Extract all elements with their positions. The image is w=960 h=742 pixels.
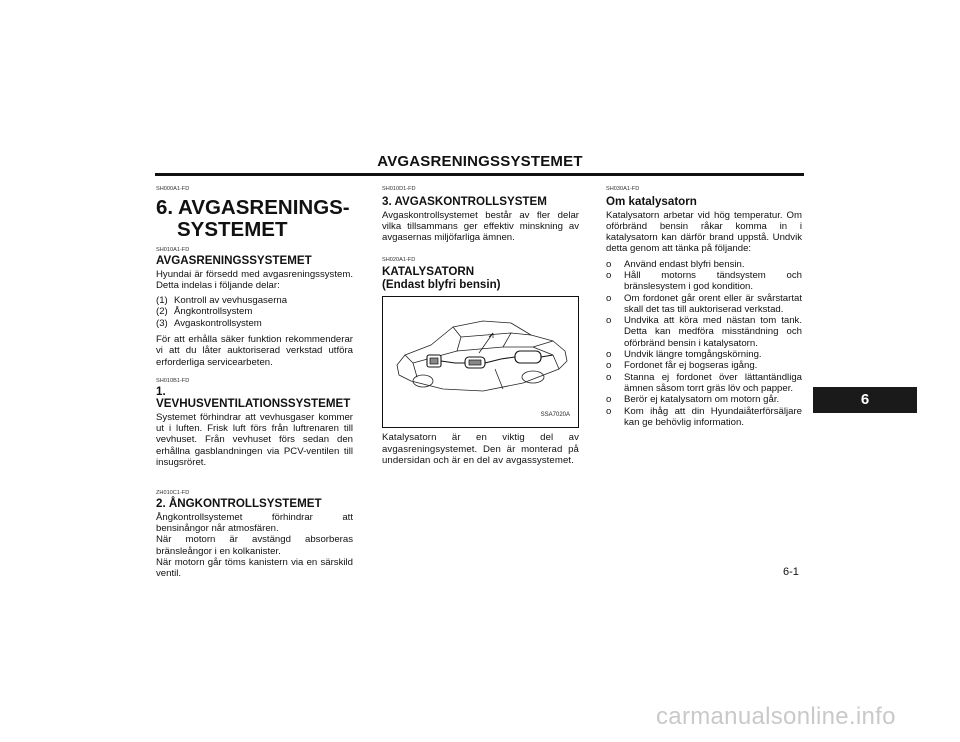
- catalyst-text: Katalysatorn är en viktig del av avgasreningsystemet. Den är monterad på undersidan och är en del av avgassystemet.: [382, 432, 579, 466]
- section-heading-avgaskontroll: 3. AVGASKONTROLLSYSTEM: [382, 195, 547, 208]
- section-code: SH010B1-FD: [156, 377, 190, 384]
- section-heading-angkontroll: 2. ÅNGKONTROLLSYSTEMET: [156, 497, 322, 511]
- section-text-vevhus: Systemet förhindrar att vevhusgaser kommer ut i luften. Frisk luft förs från luftrenaren till vevhuset. Från vevhuset förs sedan den erhållna gasblandningen via PCV-ventilen till insugsröret.: [156, 411, 353, 469]
- list-item: (3) Avgaskontrollsystem: [156, 317, 262, 329]
- section-code: SH010A1-FD: [156, 247, 190, 253]
- page-number: 6-1: [783, 566, 799, 578]
- list-item: o Kom ihåg att din Hyundaiåterförsäljare kan ge behövlig information.: [606, 405, 802, 428]
- info-heading: Om katalysatorn: [606, 195, 697, 208]
- chapter-tab: 6: [813, 387, 917, 413]
- section-text-angkontroll-1: Ångkontrollsystemet förhindrar att bensinångor når atmosfären.: [156, 511, 353, 535]
- figure-code: SSA7020A: [540, 412, 570, 419]
- chapter-title-line2: SYSTEMET: [177, 218, 288, 241]
- intro-heading: AVGASRENINGSSYSTEMET: [156, 254, 312, 267]
- column-left: [156, 186, 353, 580]
- section-code: ZH010C1-FD: [156, 490, 190, 497]
- catalyst-illustration: [382, 296, 579, 428]
- list-item: o Fordonet får ej bogseras igång.: [606, 360, 758, 372]
- section-text-angkontroll-2: När motorn är avstängd absorberas bränsleångor i en kolkanister.: [156, 534, 353, 557]
- list-item: o Om fordonet går orent eller är svårstartat skall det tas till auktoriserad verkstad.: [606, 292, 802, 315]
- chapter-title-line1: 6. AVGASRENINGS-: [156, 196, 350, 219]
- page-header-title: AVGASRENINGSSYSTEMET: [377, 153, 583, 170]
- list-item: o Håll motorns tändsystem och bränslesystem i god kondition.: [606, 269, 802, 293]
- intro-list: [156, 295, 353, 329]
- section-text-angkontroll-3: När motorn går töms kanistern via en särskild ventil.: [156, 557, 353, 580]
- car-underbody-icon: [383, 297, 578, 427]
- info-text: Katalysatorn arbetar vid hög temperatur. Om oförbränd bensin råkar komma in i katalysatorn kan därför brand uppstå. Undvik detta genom att tänka på följande:: [606, 209, 802, 255]
- watermark: carmanualsonline.info: [656, 703, 896, 730]
- list-item: (2) Ångkontrollsystem: [156, 306, 253, 318]
- precaution-list: [606, 259, 802, 428]
- list-item: o Stanna ej fordonet över lättantändliga ämnen såsom torrt gräs löv och papper.: [606, 371, 802, 394]
- list-item: o Berör ej katalysatorn om motorn går.: [606, 394, 780, 406]
- section-code: SH000A1-FD: [156, 186, 190, 192]
- section-code: SH020A1-FD: [382, 257, 416, 264]
- intro-note: För att erhålla säker funktion rekommenderar vi att du låter auktoriserad verkstad utföra erforderliga servicearbeten.: [156, 333, 353, 368]
- section-code: SH010D1-FD: [382, 186, 416, 192]
- list-item: o Undvik längre tomgångskörning.: [606, 349, 762, 361]
- section-code: SH030A1-FD: [606, 186, 640, 192]
- catalyst-heading-line1: KATALYSATORN: [382, 265, 475, 279]
- column-middle: [382, 186, 579, 466]
- section-text-avgaskontroll: Avgaskontrollsystemet består av fler delar vilka tillsammans ger effektiv minskning av avgasernas miljöfarliga ämnen.: [382, 209, 579, 244]
- list-item: o Undvika att köra med nästan tom tank. Detta kan medföra misständning och oförbränd bensin i katalysatorn.: [606, 315, 802, 349]
- catalyst-heading-line2: (Endast blyfri bensin): [382, 277, 501, 291]
- list-item: o Använd endast blyfri bensin.: [606, 258, 745, 270]
- section-heading-vevhus: 1. VEVHUSVENTILATIONSSYSTEMET: [156, 384, 351, 411]
- column-right: [606, 186, 802, 428]
- header-rule: [155, 173, 804, 176]
- intro-text: Hyundai är försedd med avgasreningssystem. Detta indelas i följande delar:: [156, 268, 353, 291]
- list-item: (1) Kontroll av vevhusgaserna: [156, 295, 288, 307]
